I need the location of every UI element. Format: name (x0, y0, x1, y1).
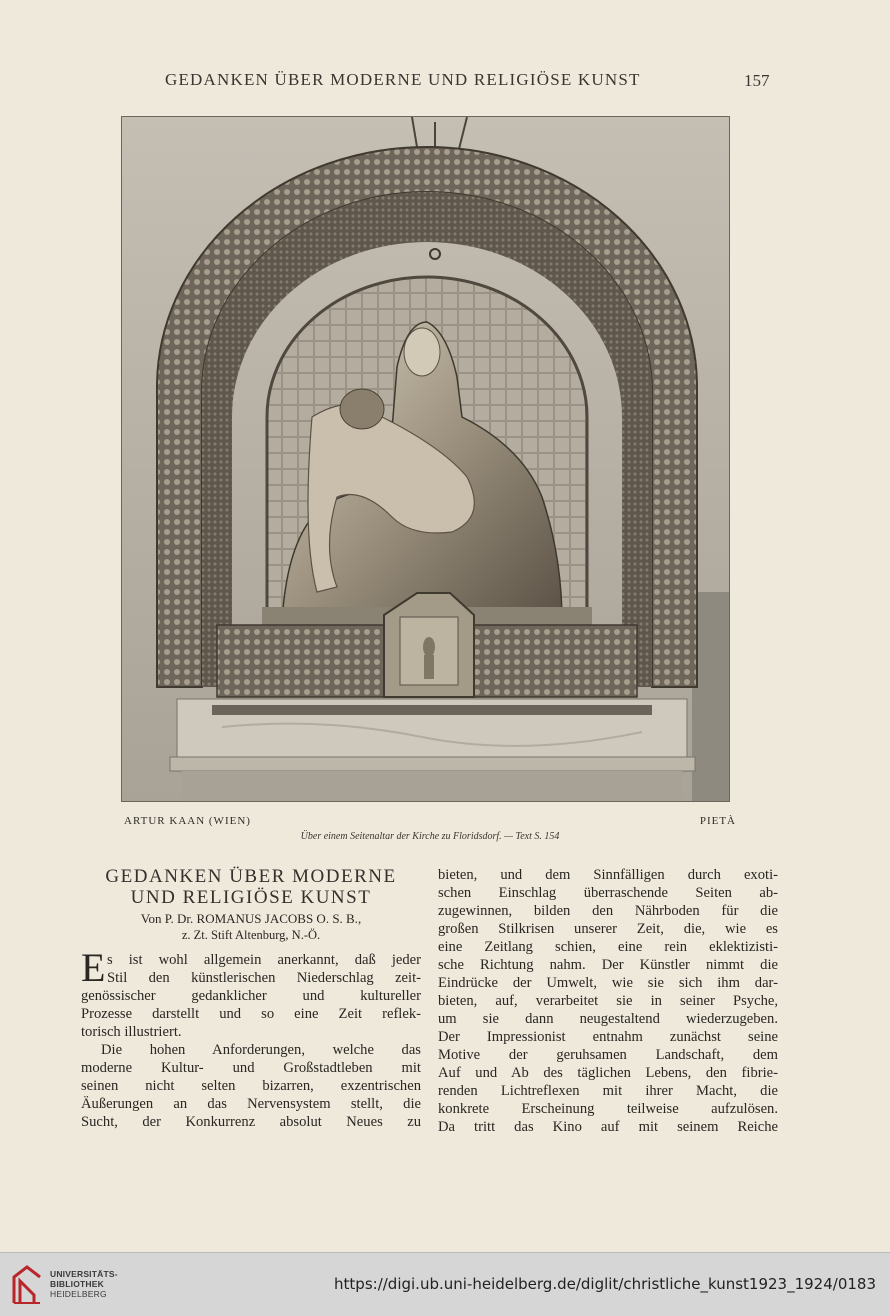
paragraph (81, 1041, 421, 1131)
text-line: bieten, und dem Sinnfälligen durch exoti- (438, 867, 778, 883)
text-line: s ist wohl allgemein anerkannt, daß jeder (107, 952, 421, 968)
text-line: zugewinnen, bilden den Nährboden für die (438, 903, 778, 919)
text-line: sche Richtung nahm. Der Künstler nimmt die (438, 957, 778, 973)
article-title-line: GEDANKEN ÜBER MODERNE (105, 866, 397, 887)
document-permalink[interactable]: https://digi.ub.uni-heidelberg.de/diglit/christliche_kunst1923_1924/0183 (334, 1275, 876, 1293)
library-name-line: HEIDELBERG (50, 1289, 107, 1299)
figure-title: PIETÀ (699, 815, 736, 827)
text-line: Eindrücke der Umwelt, wie sie sich ihm dar- (438, 975, 778, 991)
library-name[interactable] (50, 1269, 118, 1299)
text-line: bieten, auf, verarbeitet sie in seiner Psyche, (438, 993, 778, 1009)
author-location: z. Zt. Stift Altenburg, N.-Ö. (181, 928, 321, 942)
text-line: Stil den künstlerischen Niederschlag zeit- (107, 970, 421, 986)
text-line: konkrete Erscheinung teilweise aufzulösen. (438, 1101, 778, 1117)
viewer-footer (0, 1252, 890, 1316)
text-line: eine Zeitlang schien, eine rein eklektizisti- (438, 939, 778, 955)
text-line: Sucht, der Konkurrenz absolut Neues zu (81, 1114, 421, 1130)
right-column (438, 866, 778, 1136)
text-line: torisch illustriert. (81, 1024, 182, 1040)
library-name-line: UNIVERSITÄTS- (50, 1269, 118, 1279)
text-line: Motive der geruhsamen Landschaft, dem (438, 1047, 778, 1063)
running-header: GEDANKEN ÜBER MODERNE UND RELIGIÖSE KUNST (165, 70, 641, 89)
text-line: Auf und Ab des täglichen Lebens, den fibrie- (438, 1065, 778, 1081)
text-line: Der Impressionist entnahm zunächst seine (438, 1029, 778, 1045)
text-line: renden Lichtreflexen mit ihrer Macht, die (438, 1083, 778, 1099)
text-line: großen Stilkrisen unserer Zeit, die, wie es (438, 921, 778, 937)
paragraph (81, 945, 421, 1041)
text-line: um sie dann neugestaltend wiederzugeben. (438, 1011, 778, 1027)
text-line: Die hohen Anforderungen, welche das (101, 1042, 421, 1058)
library-name-line: BIBLIOTHEK (50, 1279, 104, 1289)
text-line: Da tritt das Kino auf mit seinem Reiche (438, 1119, 778, 1135)
text-line: Äußerungen an das Nervensystem stellt, die (81, 1096, 421, 1112)
text-line: Prozesse darstellt und so eine Zeit reflek- (81, 1006, 421, 1022)
text-line: seinen nicht selten bizarren, exzentrischen (81, 1078, 421, 1094)
article-title (81, 866, 421, 908)
pieta-photograph (121, 116, 730, 802)
article-title-line: UND RELIGIÖSE KUNST (130, 887, 372, 908)
text-line: genössischer gedanklicher und kultureller (81, 988, 421, 1004)
text-line: moderne Kultur- und Großstadtleben mit (81, 1060, 421, 1076)
article-byline: Von P. Dr. ROMANUS JACOBS O. S. B., (140, 911, 362, 926)
figure-description: Über einem Seitenaltar der Kirche zu Floridsdorf. — Text S. 154 (300, 831, 560, 842)
drop-initial: E (81, 945, 106, 990)
left-column (81, 866, 421, 1131)
figure-artist: ARTUR KAAN (WIEN) (124, 815, 251, 827)
page-number: 157 (744, 71, 770, 90)
text-line: schen Einschlag überraschende Seiten ab- (438, 885, 778, 901)
pieta-altar-illustration (122, 117, 730, 802)
heidelberg-library-logo-icon[interactable] (10, 1263, 44, 1307)
